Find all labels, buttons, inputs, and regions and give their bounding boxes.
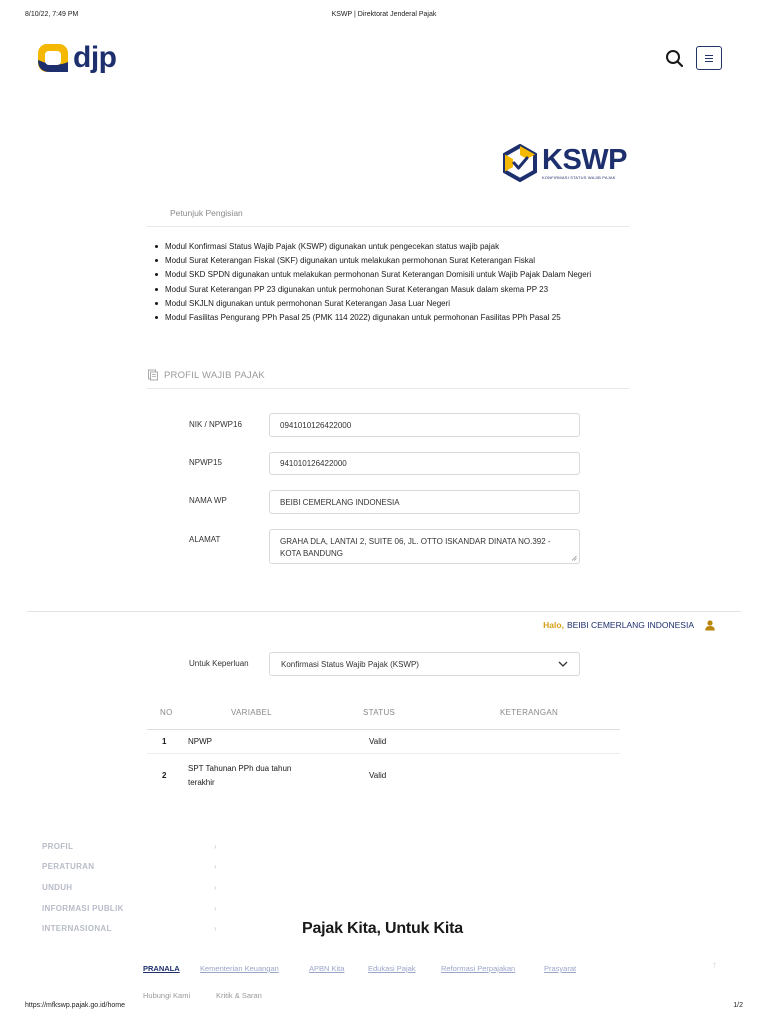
resize-grip-icon[interactable]: [571, 555, 577, 561]
nik-field[interactable]: 0941010126422000: [269, 413, 580, 437]
instruction-item: Modul SKD SPDN digunakan untuk melakukan permohonan Surat Keterangan Domisili untuk Wajib Pajak Dalam Negeri: [155, 268, 625, 282]
keperluan-label: Untuk Keperluan: [189, 659, 249, 668]
chevron-right-icon: ›: [214, 862, 217, 871]
link-apbn-kita[interactable]: APBN Kita: [309, 964, 345, 973]
petunjuk-pengisian-tab[interactable]: Petunjuk Pengisian: [170, 208, 243, 218]
nik-label: NIK / NPWP16: [189, 420, 242, 429]
table-cell-status: Valid: [369, 737, 387, 746]
npwp15-field[interactable]: 941010126422000: [269, 452, 580, 475]
divider: [147, 226, 629, 227]
link-kritik-saran[interactable]: Kritik & Saran: [216, 991, 262, 1000]
greeting-user-name: BEIBI CEMERLANG INDONESIA: [566, 620, 694, 630]
table-row-divider: [147, 753, 620, 754]
chevron-right-icon: ›: [214, 883, 217, 892]
footer-nav-internasional[interactable]: INTERNASIONAL: [42, 924, 112, 933]
nama-wp-field[interactable]: BEIBI CEMERLANG INDONESIA: [269, 490, 580, 514]
hamburger-menu-icon: [705, 55, 713, 56]
link-kementerian-keuangan[interactable]: Kementerian Keuangan: [200, 964, 279, 973]
djp-logo-text: djp: [73, 41, 117, 74]
djp-logo[interactable]: [36, 40, 117, 76]
link-edukasi-pajak[interactable]: Edukasi Pajak: [368, 964, 416, 973]
table-cell-status: Valid: [369, 771, 387, 780]
footer-nav-informasi-publik[interactable]: INFORMASI PUBLIK: [42, 904, 124, 913]
print-page-number: 1/2: [733, 1002, 743, 1009]
profil-section-header: [147, 369, 265, 381]
chevron-right-icon: ›: [214, 924, 217, 933]
kswp-logo-subtitle: KONFIRMASI STATUS WAJIB PAJAK: [542, 175, 616, 180]
instruction-item: Modul Surat Keterangan Fiskal (SKF) digunakan untuk melakukan permohonan Surat Keterangan Fiskal: [155, 254, 625, 268]
table-header-variabel: VARIABEL: [231, 708, 272, 717]
keperluan-select[interactable]: [269, 652, 580, 676]
chevron-right-icon: ›: [214, 842, 217, 851]
link-prasyarat[interactable]: Prasyarat: [544, 964, 577, 973]
keperluan-selected: Konfirmasi Status Wajib Pajak (KSWP): [281, 659, 419, 669]
kswp-hexagon-icon: [502, 144, 538, 182]
link-reformasi-perpajakan[interactable]: Reformasi Perpajakan: [441, 964, 516, 973]
instruction-item: Modul Fasilitas Pengurang PPh Pasal 25 (PMK 114 2022) digunakan untuk permohonan Fasilitas PPh Pasal 25: [155, 311, 625, 325]
search-icon: [664, 48, 686, 70]
table-cell-no: 2: [162, 771, 167, 780]
kswp-logo-title: KSWP: [542, 144, 627, 176]
link-hubungi-kami[interactable]: Hubungi Kami: [143, 991, 191, 1000]
footer-nav-peraturan[interactable]: PERATURAN: [42, 862, 95, 871]
alamat-textarea[interactable]: [269, 529, 580, 564]
table-cell-variabel: NPWP: [188, 737, 212, 746]
user-greeting[interactable]: [543, 619, 716, 631]
pranala-tab[interactable]: PRANALA: [143, 964, 180, 973]
table-header-status: STATUS: [363, 708, 396, 717]
chevron-right-icon: ›: [214, 904, 217, 913]
print-date: 8/10/22, 7:49 PM: [25, 11, 79, 18]
djp-logo-mark-icon: [36, 40, 72, 76]
menu-button[interactable]: [696, 46, 722, 70]
back-to-top-icon[interactable]: ↑: [712, 960, 717, 971]
footer-nav-profil[interactable]: PROFIL: [42, 842, 74, 851]
table-cell-variabel: SPT Tahunan PPh dua tahun terakhir: [188, 764, 292, 787]
instruction-list: [155, 240, 625, 325]
nama-wp-label: NAMA WP: [189, 496, 227, 505]
footer-nav-unduh[interactable]: UNDUH: [42, 883, 73, 892]
table-cell-no: 1: [162, 737, 167, 746]
instruction-item: Modul SKJLN digunakan untuk permohonan Surat Keterangan Jasa Luar Negeri: [155, 297, 625, 311]
instruction-item: Modul Konfirmasi Status Wajib Pajak (KSWP) digunakan untuk pengecekan status wajib pajak: [155, 240, 625, 254]
alamat-label: ALAMAT: [189, 535, 221, 544]
greeting-hello: Halo,: [543, 620, 564, 630]
divider: [27, 611, 741, 612]
chevron-down-icon: [558, 661, 568, 667]
kswp-logo: [502, 144, 627, 182]
print-title: KSWP | Direktorat Jenderal Pajak: [331, 11, 437, 18]
table-header-no: NO: [160, 708, 173, 717]
table-header-keterangan: KETERANGAN: [500, 708, 559, 717]
user-avatar-icon: [704, 619, 716, 631]
footer-tagline: Pajak Kita, Untuk Kita: [302, 920, 463, 937]
divider: [147, 388, 629, 389]
search-button[interactable]: [664, 48, 686, 70]
instruction-item: Modul Surat Keterangan PP 23 digunakan untuk permohonan Surat Keterangan Masuk dalam skema PP 23: [155, 283, 625, 297]
profil-section-title: PROFIL WAJIB PAJAK: [164, 369, 265, 381]
npwp15-label: NPWP15: [189, 458, 222, 467]
print-url: https://mfkswp.pajak.go.id/home: [25, 1002, 125, 1009]
alamat-value: GRAHA DLA, LANTAI 2, SUITE 06, JL. OTTO ISKANDAR DINATA NO.392 - KOTA BANDUNG: [280, 537, 551, 558]
table-header-divider: [147, 729, 620, 730]
document-icon: [147, 369, 159, 381]
